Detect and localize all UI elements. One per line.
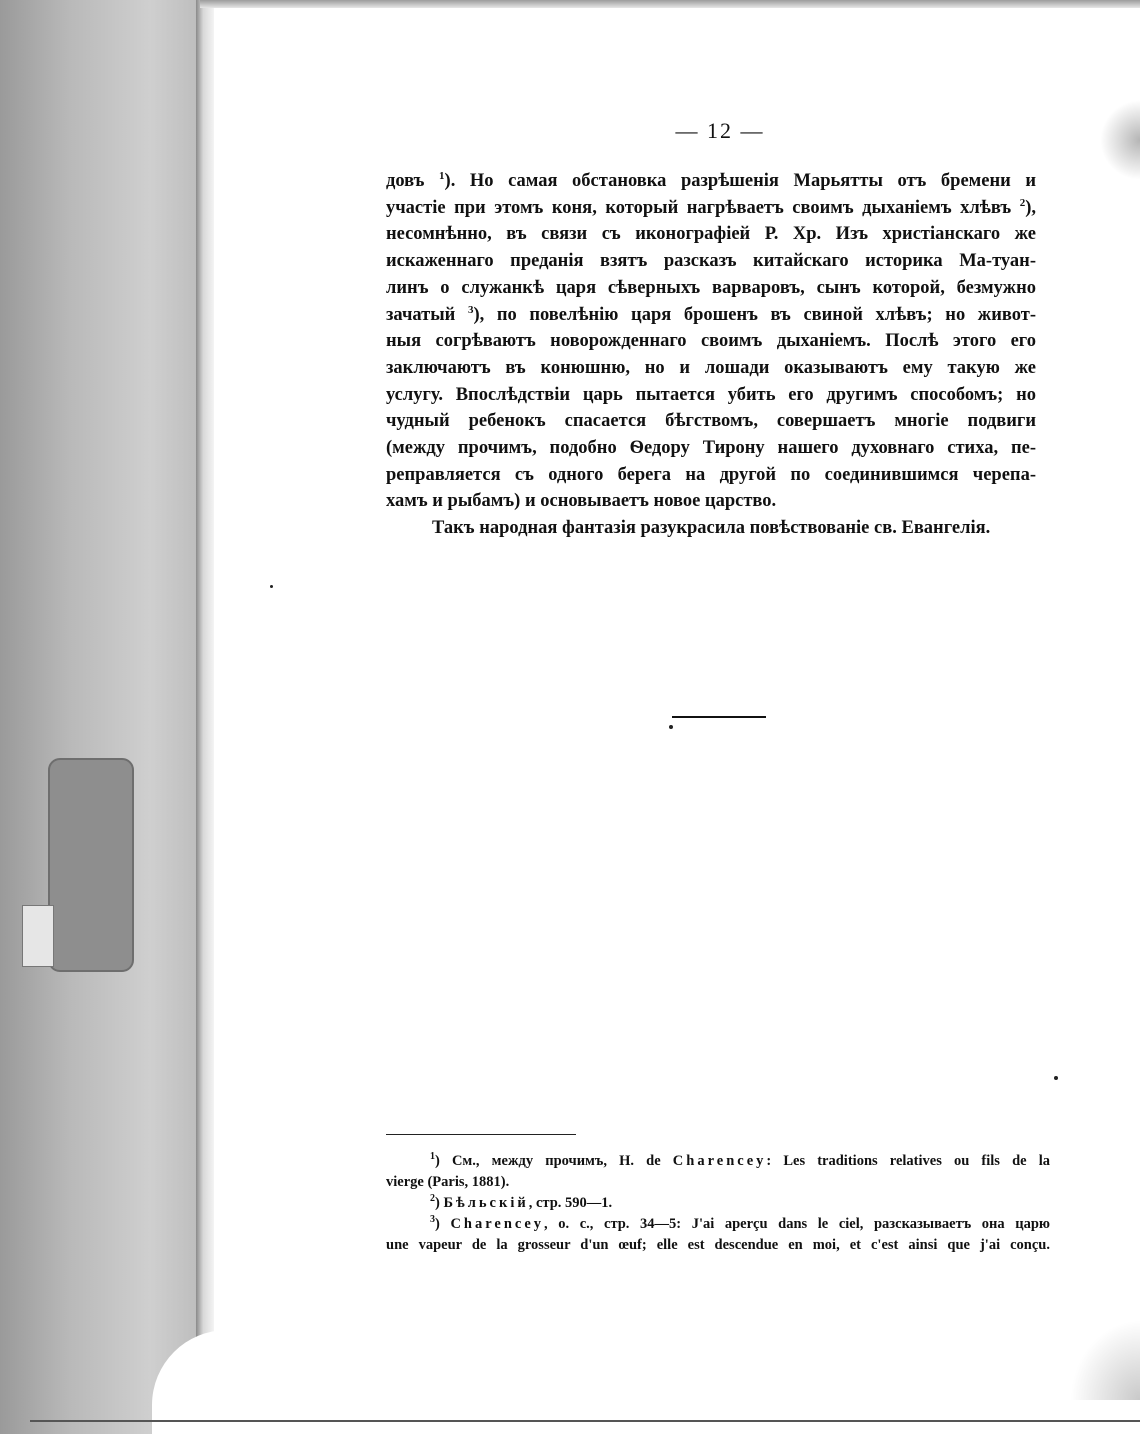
scan-shadow [1100, 100, 1140, 180]
text-line: линъ о служанкѣ царя сѣверныхъ варваровъ, сынъ которой, безмужно [386, 277, 1036, 298]
page-binding-edge [196, 0, 214, 1434]
text-line: участіе при этомъ коня, который нагрѣваетъ своимъ дыханіемъ хлѣвъ $^2$), [386, 196, 1036, 218]
text-line: заключаютъ въ конюшню, но и лошади оказываютъ ему такую же [386, 357, 1036, 378]
body-text [386, 168, 1036, 542]
footnote-2: $^2$) Бѣльскій, стр. 590—1. [430, 1193, 613, 1211]
ink-speck [669, 725, 673, 729]
text-line: ныя согрѣваютъ новорожденнаго своимъ дыханіемъ. Послѣ этого его [386, 331, 1036, 352]
scan-shadow [1070, 1320, 1140, 1400]
text-line: хамъ и рыбамъ) и основываетъ новое царство. [386, 491, 777, 512]
section-separator [672, 716, 766, 718]
footnote-1-continued: vierge (Paris, 1881). [386, 1174, 510, 1190]
page-top-edge [200, 0, 1140, 8]
text-line: несомнѣнно, въ связи съ иконографіей Р. Хр. Изъ христіанскаго же [386, 224, 1036, 245]
text-line: чудный ребенокъ спасается бѣгствомъ, совершаетъ многіе подвиги [386, 411, 1036, 432]
binder-clip [48, 758, 134, 972]
ink-speck [270, 585, 273, 588]
footnotes [386, 1151, 1050, 1256]
text-line: искаженнаго преданія взятъ разсказъ китайскаго историка Ма-туан- [386, 251, 1036, 272]
ink-speck [1054, 1076, 1058, 1080]
footnote-3: $^3$) Charencey, o. c., стр. 34—5: J'ai aperçu dans le ciel, разсказываетъ она царю [430, 1214, 1050, 1232]
binder-clip-tab [22, 905, 54, 967]
text-line: (между прочимъ, подобно Ѳедору Тирону нашего духовнаго стиха, пе- [386, 438, 1036, 459]
text-line: довъ $^1$). Но самая обстановка разрѣшенія Марьятты отъ бремени и [386, 169, 1036, 191]
text-line: реправляется съ одного берега на другой по соединившимся черепа- [386, 464, 1036, 485]
footnote-1: $^1$) См., между прочимъ, H. de Charencey: Les traditions relatives ou fils de la [430, 1151, 1050, 1169]
footnote-3-continued: une vapeur de la grosseur d'un œuf; elle est descendue en moi, et c'est ainsi que j'ai conçu. [386, 1237, 1050, 1253]
page-number: — 12 — [675, 118, 765, 143]
scan-gutter [0, 0, 200, 1434]
closing-line: Такъ народная фантазія разукрасила повѣствованіе св. Евангелія. [432, 518, 991, 539]
text-line: услугу. Впослѣдствіи царь пытается убить его другимъ способомъ; но [386, 384, 1036, 405]
text-line: зачатый $^3$), по повелѣнію царя брошенъ въ свиной хлѣвъ; но живот- [386, 303, 1036, 325]
scan-bottom-edge [30, 1420, 1140, 1422]
footnote-rule [386, 1134, 576, 1135]
